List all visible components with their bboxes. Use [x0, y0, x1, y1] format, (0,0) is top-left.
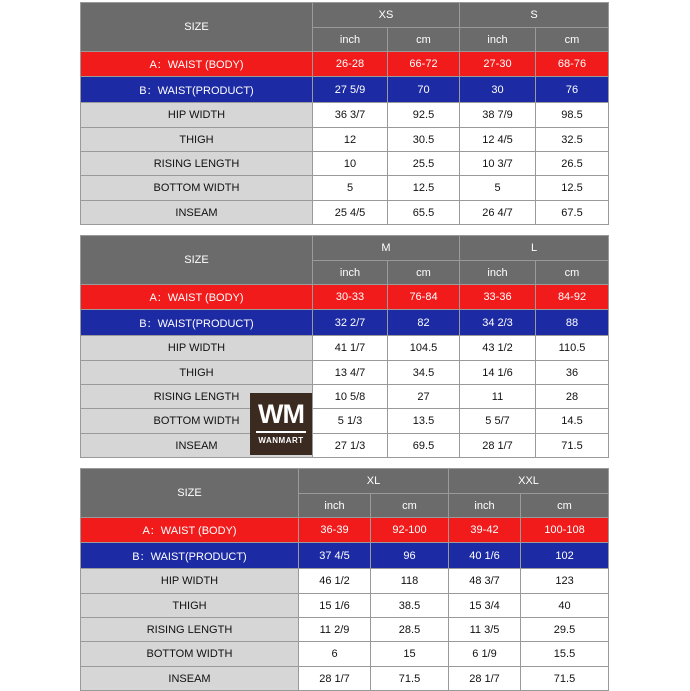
cell-value: 30.5: [388, 128, 460, 152]
logo-brand-name: WANMART: [258, 436, 304, 445]
cell-value: 69.5: [388, 434, 460, 458]
size-chart-table-xs-s: [80, 2, 609, 225]
cell-value: 76: [536, 77, 609, 103]
cell-value: 15 3/4: [449, 594, 521, 618]
row-label: B：WAIST(PRODUCT): [81, 543, 299, 569]
cell-value: 76-84: [388, 285, 460, 310]
cell-value: 15: [371, 642, 449, 667]
cell-value: 82: [388, 310, 460, 336]
cell-value: 28: [536, 385, 609, 409]
size-name-xxl: XXL: [449, 469, 609, 494]
cell-value: 5: [460, 176, 536, 201]
cell-value: 5 1/3: [313, 409, 388, 434]
row-label: A：WAIST (BODY): [81, 518, 299, 543]
cell-value: 15 1/6: [299, 594, 371, 618]
row-bottom-width: [81, 642, 609, 667]
row-label: B：WAIST(PRODUCT): [81, 77, 313, 103]
row-label: BOTTOM WIDTH: [81, 642, 299, 667]
size-name-xl: XL: [299, 469, 449, 494]
cell-value: 36-39: [299, 518, 371, 543]
cell-value: 10: [313, 152, 388, 176]
cell-value: 92-100: [371, 518, 449, 543]
cell-value: 32.5: [536, 128, 609, 152]
cell-value: 123: [521, 569, 609, 594]
cell-value: 41 1/7: [313, 336, 388, 361]
cell-value: 5 5/7: [460, 409, 536, 434]
cell-value: 28 1/7: [299, 667, 371, 691]
cell-value: 11 2/9: [299, 618, 371, 642]
row-label: BOTTOM WIDTH: [81, 409, 313, 434]
row-label: A：WAIST (BODY): [81, 285, 313, 310]
cell-value: 13.5: [388, 409, 460, 434]
size-header: SIZE: [81, 3, 313, 52]
cell-value: 88: [536, 310, 609, 336]
wanmart-logo: [250, 393, 312, 455]
row-label: INSEAM: [81, 434, 313, 458]
cell-value: 28 1/7: [460, 434, 536, 458]
logo-mark: WM: [258, 399, 304, 429]
cell-value: 71.5: [521, 667, 609, 691]
size-name-l: L: [460, 236, 609, 261]
cell-value: 38.5: [371, 594, 449, 618]
unit-cm: cm: [536, 261, 609, 285]
cell-value: 70: [388, 77, 460, 103]
cell-value: 48 3/7: [449, 569, 521, 594]
cell-value: 110.5: [536, 336, 609, 361]
row-label: RISING LENGTH: [81, 152, 313, 176]
row-waist-body: [81, 518, 609, 543]
cell-value: 38 7/9: [460, 103, 536, 128]
cell-value: 10 3/7: [460, 152, 536, 176]
cell-value: 65.5: [388, 201, 460, 225]
cell-value: 68-76: [536, 52, 609, 77]
row-label: THIGH: [81, 594, 299, 618]
row-label: INSEAM: [81, 201, 313, 225]
size-header: SIZE: [81, 236, 313, 285]
cell-value: 11 3/5: [449, 618, 521, 642]
cell-value: 27 1/3: [313, 434, 388, 458]
cell-value: 34.5: [388, 361, 460, 385]
cell-value: 12.5: [388, 176, 460, 201]
row-label: INSEAM: [81, 667, 299, 691]
cell-value: 71.5: [536, 434, 609, 458]
cell-value: 25 4/5: [313, 201, 388, 225]
unit-cm: cm: [371, 494, 449, 518]
cell-value: 30: [460, 77, 536, 103]
cell-value: 26-28: [313, 52, 388, 77]
cell-value: 96: [371, 543, 449, 569]
row-thigh: [81, 594, 609, 618]
cell-value: 12: [313, 128, 388, 152]
unit-inch: inch: [299, 494, 371, 518]
unit-cm: cm: [388, 28, 460, 52]
row-bottom-width: [81, 176, 609, 201]
cell-value: 100-108: [521, 518, 609, 543]
cell-value: 36: [536, 361, 609, 385]
cell-value: 29.5: [521, 618, 609, 642]
cell-value: 25.5: [388, 152, 460, 176]
cell-value: 36 3/7: [313, 103, 388, 128]
row-rising-length: [81, 385, 609, 409]
row-thigh: [81, 361, 609, 385]
cell-value: 39-42: [449, 518, 521, 543]
cell-value: 32 2/7: [313, 310, 388, 336]
cell-value: 104.5: [388, 336, 460, 361]
cell-value: 40 1/6: [449, 543, 521, 569]
cell-value: 30-33: [313, 285, 388, 310]
cell-value: 12.5: [536, 176, 609, 201]
size-header: SIZE: [81, 469, 299, 518]
cell-value: 66-72: [388, 52, 460, 77]
row-rising-length: [81, 152, 609, 176]
cell-value: 14.5: [536, 409, 609, 434]
unit-inch: inch: [313, 261, 388, 285]
cell-value: 28.5: [371, 618, 449, 642]
cell-value: 12 4/5: [460, 128, 536, 152]
row-label: HIP WIDTH: [81, 103, 313, 128]
cell-value: 6 1/9: [449, 642, 521, 667]
logo-divider: [256, 431, 306, 433]
cell-value: 34 2/3: [460, 310, 536, 336]
row-waist-product: [81, 77, 609, 103]
row-rising-length: [81, 618, 609, 642]
row-label: B：WAIST(PRODUCT): [81, 310, 313, 336]
cell-value: 67.5: [536, 201, 609, 225]
row-waist-body: [81, 52, 609, 77]
row-thigh: [81, 128, 609, 152]
row-hip-width: [81, 569, 609, 594]
row-label: A：WAIST (BODY): [81, 52, 313, 77]
cell-value: 26 4/7: [460, 201, 536, 225]
cell-value: 71.5: [371, 667, 449, 691]
row-label: RISING LENGTH: [81, 618, 299, 642]
row-hip-width: [81, 103, 609, 128]
cell-value: 5: [313, 176, 388, 201]
row-label: HIP WIDTH: [81, 569, 299, 594]
row-waist-body: [81, 285, 609, 310]
row-waist-product: [81, 310, 609, 336]
cell-value: 15.5: [521, 642, 609, 667]
row-waist-product: [81, 543, 609, 569]
size-name-s: S: [460, 3, 609, 28]
size-chart-table-m-l: [80, 235, 609, 458]
cell-value: 27: [388, 385, 460, 409]
size-name-m: M: [313, 236, 460, 261]
unit-inch: inch: [460, 261, 536, 285]
row-hip-width: [81, 336, 609, 361]
row-label: THIGH: [81, 361, 313, 385]
cell-value: 40: [521, 594, 609, 618]
cell-value: 27 5/9: [313, 77, 388, 103]
cell-value: 6: [299, 642, 371, 667]
cell-value: 98.5: [536, 103, 609, 128]
cell-value: 46 1/2: [299, 569, 371, 594]
unit-inch: inch: [313, 28, 388, 52]
row-inseam: [81, 434, 609, 458]
cell-value: 13 4/7: [313, 361, 388, 385]
row-label: THIGH: [81, 128, 313, 152]
unit-inch: inch: [449, 494, 521, 518]
unit-inch: inch: [460, 28, 536, 52]
unit-cm: cm: [388, 261, 460, 285]
row-label: BOTTOM WIDTH: [81, 176, 313, 201]
cell-value: 43 1/2: [460, 336, 536, 361]
cell-value: 118: [371, 569, 449, 594]
size-chart-table-xl-xxl: [80, 468, 609, 691]
cell-value: 10 5/8: [313, 385, 388, 409]
cell-value: 102: [521, 543, 609, 569]
cell-value: 11: [460, 385, 536, 409]
row-label: RISING LENGTH: [81, 385, 313, 409]
cell-value: 37 4/5: [299, 543, 371, 569]
cell-value: 28 1/7: [449, 667, 521, 691]
row-label: HIP WIDTH: [81, 336, 313, 361]
cell-value: 33-36: [460, 285, 536, 310]
row-bottom-width: [81, 409, 609, 434]
cell-value: 92.5: [388, 103, 460, 128]
cell-value: 27-30: [460, 52, 536, 77]
row-inseam: [81, 201, 609, 225]
unit-cm: cm: [521, 494, 609, 518]
cell-value: 26.5: [536, 152, 609, 176]
cell-value: 84-92: [536, 285, 609, 310]
unit-cm: cm: [536, 28, 609, 52]
cell-value: 14 1/6: [460, 361, 536, 385]
size-name-xs: XS: [313, 3, 460, 28]
row-inseam: [81, 667, 609, 691]
